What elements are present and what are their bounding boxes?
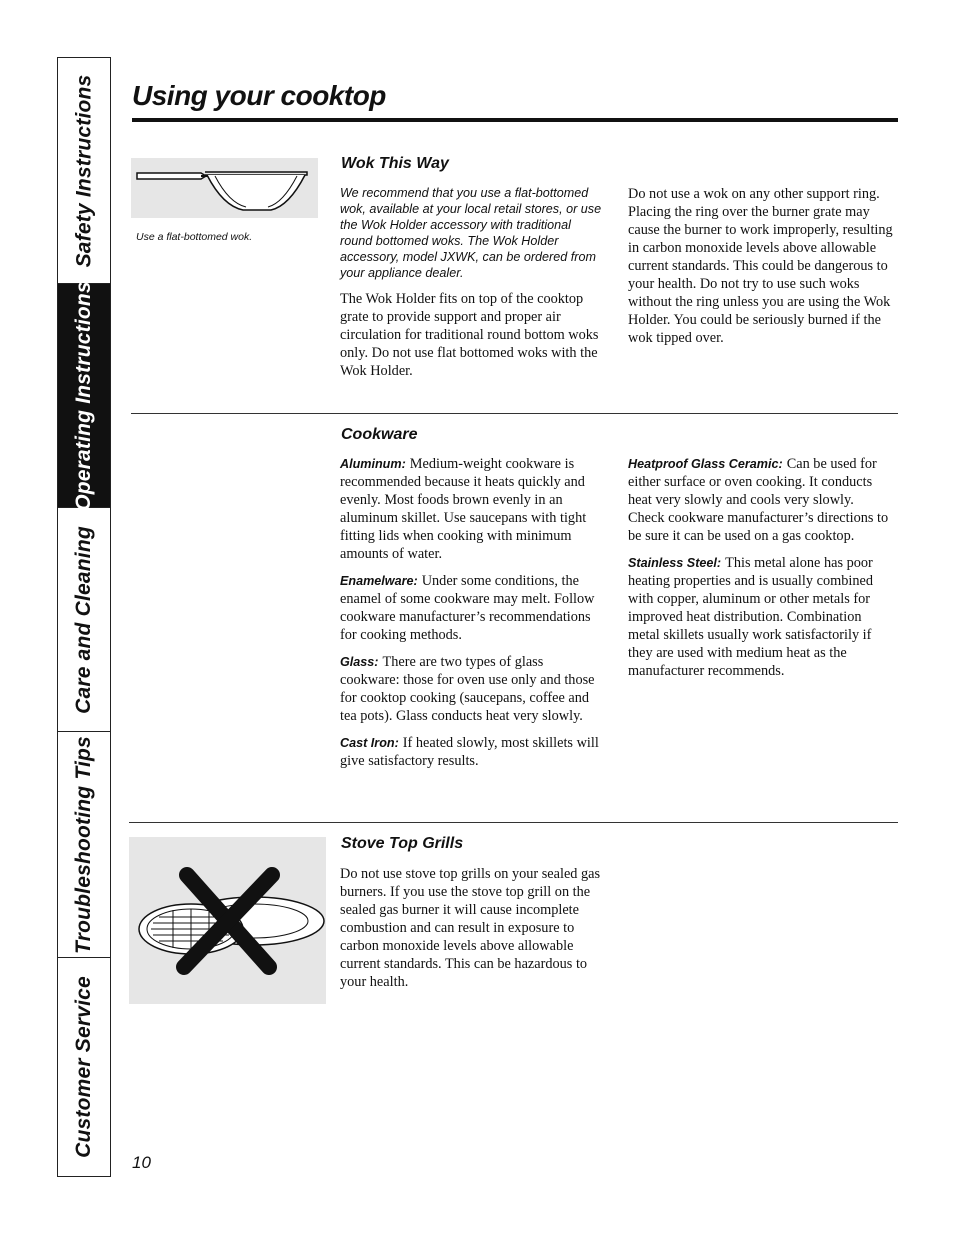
cookware-item [340, 734, 604, 770]
tab-care-and-cleaning[interactable] [58, 508, 110, 732]
cookware-text: This metal alone has poor heating properties and is usually combined with copper, aluminum or other metals for improved heat distribution. Combination metal skillets usually work satisfactorily if they are used with medium heat as the manufacturer recommends. [628, 555, 873, 679]
wok-caption: Use a flat-bottomed wok. [136, 231, 253, 243]
wok-illustration [131, 158, 318, 218]
wok-icon [131, 158, 318, 218]
stove-grill-illustration [129, 837, 326, 1004]
tab-label: Safety Instructions [72, 74, 95, 267]
page-number: 10 [132, 1153, 151, 1172]
tab-label: Operating Instructions [72, 280, 95, 511]
cookware-term: Stainless Steel: [628, 556, 722, 570]
section-divider [131, 413, 898, 414]
cookware-term: Aluminum: [340, 457, 406, 471]
grills-paragraph: Do not use stove top grills on your sealed gas burners. If you use the stove top grill on the sealed gas burner it will cause incomplete combustion and can result in exposure to carbon monoxide levels above allowable current standards. This can be hazardous to your health. [340, 866, 601, 990]
tab-operating-instructions[interactable] [58, 280, 110, 511]
cookware-text: Under some conditions, the enamel of some cookware may melt. Follow cookware manufacturer’s recommendations for cooking methods. [340, 573, 595, 643]
cookware-term: Cast Iron: [340, 736, 399, 750]
section-sidebar [57, 57, 111, 1177]
no-grill-icon [129, 837, 326, 1004]
tab-customer-service[interactable] [58, 958, 110, 1176]
wok-right-paragraph: Do not use a wok on any other support ring. Placing the ring over the burner grate may cause the burner to work improperly, resulting in carbon monoxide levels above allowable current standards. This could be dangerous to your health. Do not try to use such woks without the ring unless you are using the Wok Holder. You could be seriously burned if the wok tipped over. [628, 186, 893, 346]
section-divider [129, 822, 898, 823]
cookware-item [628, 554, 893, 680]
tab-label: Troubleshooting Tips [72, 735, 96, 954]
cookware-text: If heated slowly, most skillets will give satisfactory results. [340, 735, 599, 769]
cookware-item [628, 455, 893, 545]
page-title: Using your cooktop [132, 80, 386, 111]
tab-label: Customer Service [72, 976, 96, 1158]
cookware-term: Heatproof Glass Ceramic: [628, 457, 783, 471]
cookware-text: There are two types of glass cookware: those for oven use only and those for cooktop cooking (saucepans, coffee and tea pots). Glass conducts heat very slowly. [340, 654, 595, 724]
cookware-text: Medium-weight cookware is recommended because it heats quickly and evenly. Most foods brown evenly in an aluminum skillet. Use saucepans with tight fitting lids when cooking with minimum amounts of water. [340, 456, 587, 562]
cookware-item [340, 455, 604, 563]
tab-troubleshooting-tips[interactable] [58, 732, 110, 958]
grills-heading: Stove Top Grills [341, 835, 464, 852]
wok-intro: We recommend that you use a flat-bottomed wok, available at your local retail stores, or use the Wok Holder accessory with traditional round bottomed woks. The Wok Holder accessory, model JXWK, can be ordered from your appliance dealer. [340, 186, 602, 280]
cookware-item [340, 572, 604, 644]
wok-heading: Wok This Way [341, 155, 449, 172]
cookware-heading: Cookware [341, 426, 418, 443]
tab-label: Care and Cleaning [72, 525, 95, 714]
wok-left-paragraph: The Wok Holder fits on top of the cooktop grate to provide support and proper air circulation for traditional round bottom woks only. Do not use flat bottomed woks with the Wok Holder. [340, 291, 599, 379]
title-divider [132, 118, 898, 122]
cookware-item [340, 653, 604, 725]
cookware-text: Can be used for either surface or oven cooking. It conducts heat very slowly and cools very slowly. Check cookware manufacturer’s directions to be sure it can be used on a gas cooktop. [628, 456, 889, 544]
cookware-term: Enamelware: [340, 574, 418, 588]
tab-safety-instructions[interactable] [58, 58, 110, 284]
cookware-term: Glass: [340, 655, 379, 669]
